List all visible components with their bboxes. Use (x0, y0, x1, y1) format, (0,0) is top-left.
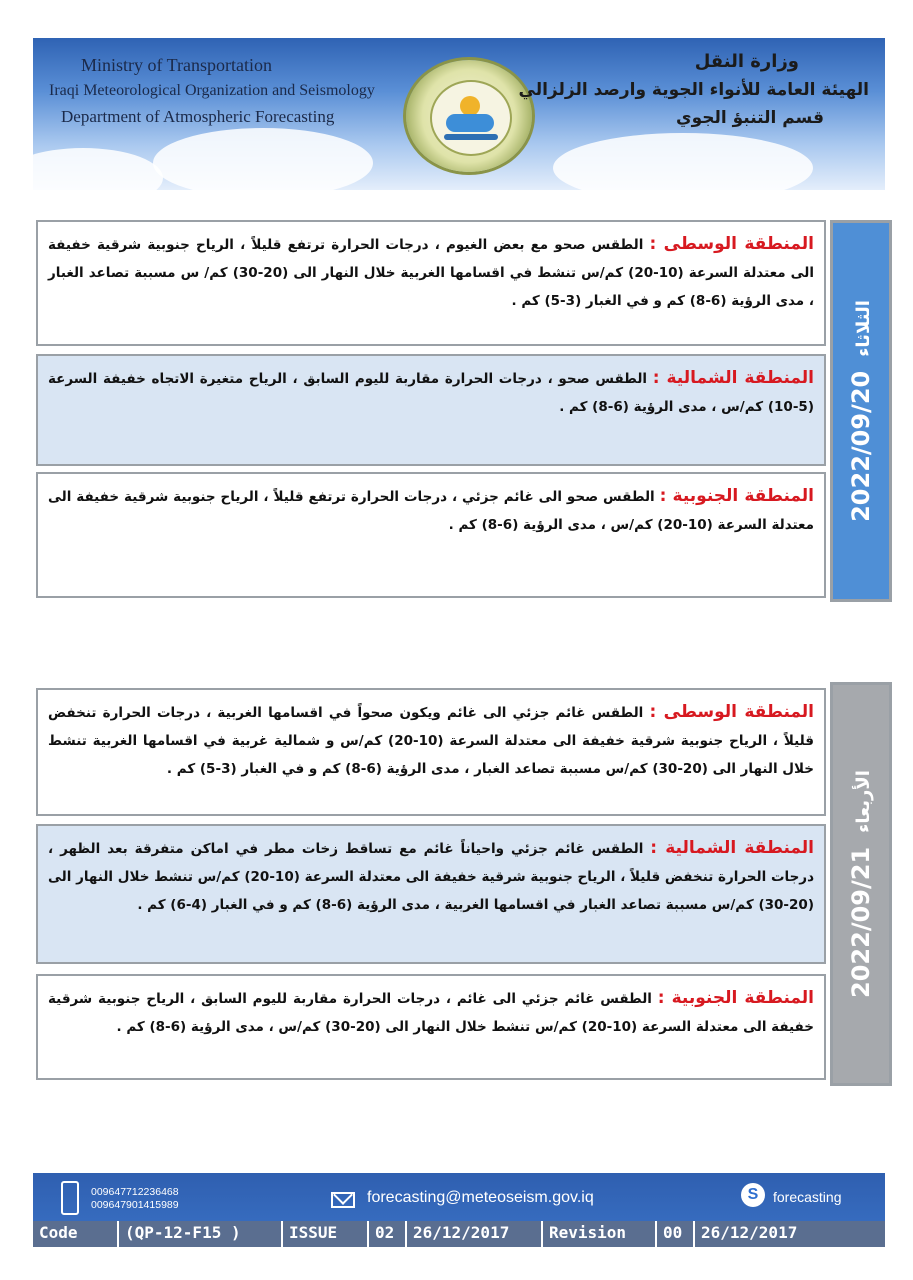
code-label: Code (33, 1221, 119, 1247)
region-name: المنطقة الوسطى : (649, 234, 814, 254)
department-name-en: Department of Atmospheric Forecasting (61, 107, 335, 126)
region-name: المنطقة الشمالية : (650, 838, 814, 858)
region-forecast-text: الطقس غائم جزئي الى غائم ويكون صحواً في اقسامها الغربية ، درجات الحرارة تنخفض قليلاً ، الرياح جنوبية شرقية خفيفة الى معتدلة السرعة (10-20) كم/س و شمالية غربية في اقسامها الغربية تنشط خلال النهار الى (20-30) كم/س مسببة تصاعد الغبار ، مدى الرؤية (6-8) كم و في الغبار (3-5) كم . (48, 705, 814, 777)
email-link[interactable]: forecasting@meteoseism.gov.iq (367, 1189, 594, 1206)
organization-name-en: Iraqi Meteorological Organization and Seismology (49, 82, 375, 99)
date-label (847, 300, 875, 522)
region-name: المنطقة الجنوبية : (659, 486, 814, 506)
department-name-ar: قسم التنبؤ الجوي (676, 108, 824, 128)
header-arabic (519, 48, 869, 132)
issue-number: 02 (369, 1221, 407, 1247)
region-central (36, 220, 826, 346)
organization-name-ar: الهيئة العامة للأنواء الجوية وارصد الزلزالي (518, 80, 869, 100)
phone-number: 009647901415989 (91, 1199, 179, 1211)
region-name: المنطقة الوسطى : (649, 702, 814, 722)
mobile-phone-icon (61, 1181, 79, 1215)
revision-date: 26/12/2017 (701, 1223, 798, 1242)
skype-icon: S (741, 1183, 765, 1207)
ministry-name-ar: وزارة النقل (694, 51, 799, 72)
forecast-weekday: الثلاثاء (853, 300, 874, 357)
date-sidebar (830, 220, 892, 602)
phone-number: 009647712236468 (91, 1186, 179, 1198)
region-forecast-text: الطقس غائم جزئي الى غائم ، درجات الحرارة مقاربة لليوم السابق ، الرياح جنوبية شرقية خفيفة الى معتدلة السرعة (10-20) كم/س تنشط خلال النهار الى (20-30) كم/س ، مدى الرؤية (6-8) كم . (48, 991, 814, 1035)
region-forecast-text: الطقس غائم جزئي واحياناً غائم مع تساقط زخات مطر في اماكن متفرقة بعد الظهر ، درجات الحرارة تنخفض قليلاً ، الرياح جنوبية شرقية خفيفة الى معتدلة السرعة (10-20) كم/س تنشط خلال النهار الى (20-30) كم/س مسببة تصاعد الغبار في اقسامها الغربية ، مدى الرؤية (6-8) كم و في الغبار (4-6) كم . (48, 841, 815, 913)
revision-label: Revision (543, 1221, 657, 1247)
issue-label: ISSUE (283, 1221, 369, 1247)
forecast-date: 2022/09/21 (847, 846, 875, 998)
date-label (847, 770, 875, 998)
region-north (36, 824, 826, 964)
region-south (36, 974, 826, 1080)
document-code-bar (33, 1221, 885, 1247)
region-name: المنطقة الجنوبية : (657, 988, 814, 1008)
region-forecast-text: الطقس صحو ، درجات الحرارة مقاربة لليوم السابق ، الرياح متغيرة الاتجاه خفيفة السرعة (5-10) كم/س ، مدى الرؤية (6-8) كم . (48, 371, 814, 415)
forecast-weekday: الأربعاء (853, 770, 874, 833)
footer-bar (33, 1173, 885, 1247)
region-north (36, 354, 826, 466)
region-central (36, 688, 826, 816)
phone-numbers (91, 1186, 179, 1212)
region-name: المنطقة الشمالية : (652, 368, 814, 388)
code-value: (QP-12-F15 ) (119, 1221, 283, 1247)
envelope-icon (331, 1192, 355, 1208)
issue-date: 26/12/2017 (407, 1221, 543, 1247)
header-banner (33, 38, 885, 190)
cloud-decoration (33, 148, 163, 190)
revision-number: 00 (657, 1221, 695, 1247)
organization-seal-icon (406, 60, 532, 172)
cloud-decoration (153, 128, 373, 190)
date-sidebar (830, 682, 892, 1086)
region-forecast-text: الطقس صحو الى غائم جزئي ، درجات الحرارة ترتفع قليلاً ، الرياح جنوبية شرقية خفيفة الى معتدلة السرعة (10-20) كم/س ، مدى الرؤية (6-8) كم . (48, 489, 814, 533)
cloud-decoration (553, 133, 813, 190)
header-english (49, 52, 375, 130)
skype-handle[interactable]: forecasting (773, 1189, 842, 1205)
forecast-date: 2022/09/20 (847, 370, 875, 522)
region-forecast-text: الطقس صحو مع بعض الغيوم ، درجات الحرارة ترتفع قليلاً ، الرياح جنوبية شرقية خفيفة الى معتدلة السرعة (10-20) كم/س تنشط في اقسامها الغربية خلال النهار الى (20-30) كم/ س مسببة تصاعد الغبار ، مدى الرؤية (6-8) كم و في الغبار (3-5) كم . (48, 237, 814, 309)
region-south (36, 472, 826, 598)
ministry-name-en: Ministry of Transportation (81, 55, 273, 75)
